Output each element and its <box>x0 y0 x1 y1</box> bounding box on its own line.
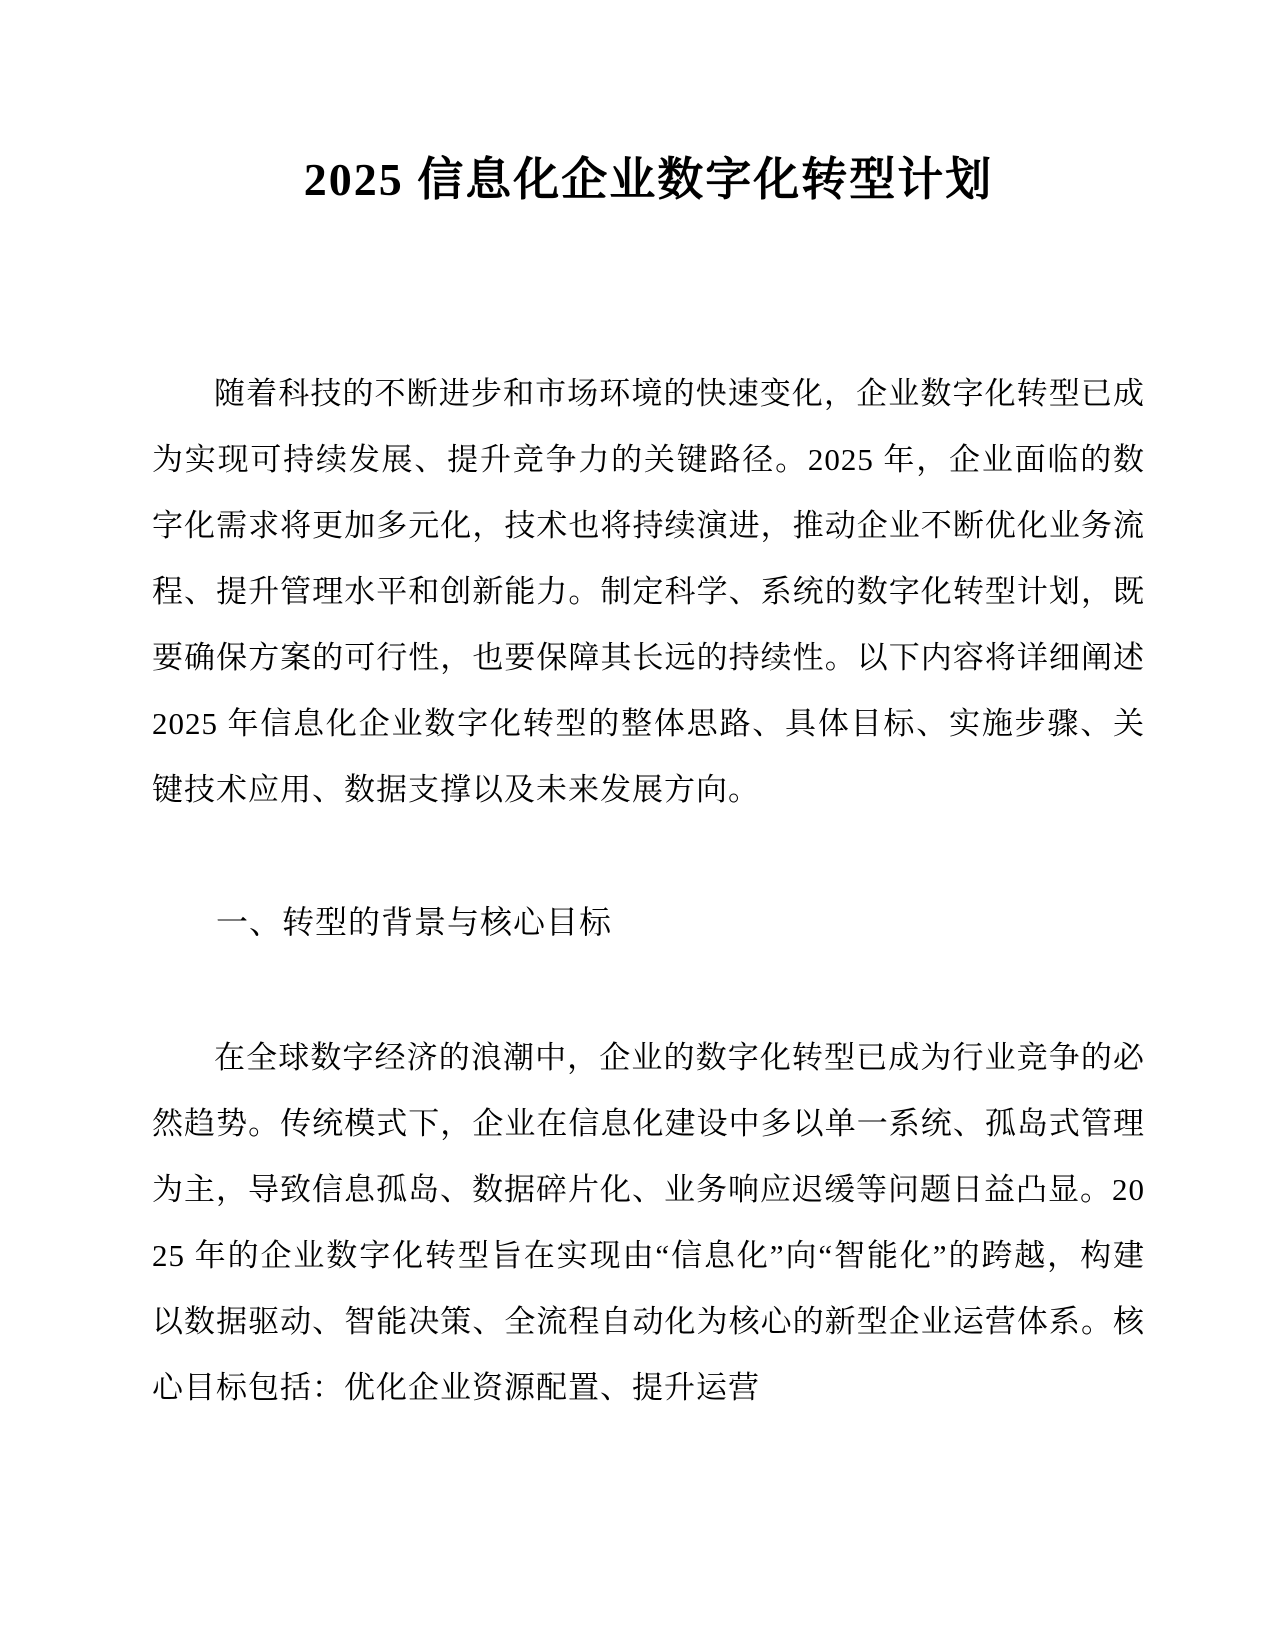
document-title: 2025 信息化企业数字化转型计划 <box>303 154 994 205</box>
intro-paragraph: 随着科技的不断进步和市场环境的快速变化，企业数字化转型已成为实现可持续发展、提升竞争力的关键路径。2025 年，企业面临的数字化需求将更加多元化，技术也将持续演进，推动企业不断优化业务流程、提升管理水平和创新能力。制定科学、系统的数字化转型计划，既要确保方案的可行性，也要保障其长远的持续性。以下内容将详细阐述 2025 年信息化企业数字化转型的整体思路、具体目标、实施步骤、关键技术应用、数据支撑以及未来发展方向。 <box>152 376 1145 807</box>
document-content <box>0 140 1275 1421</box>
section-paragraph: 在全球数字经济的浪潮中，企业的数字化转型已成为行业竞争的必然趋势。传统模式下，企业在信息化建设中多以单一系统、孤岛式管理为主，导致信息孤岛、数据碎片化、业务响应迟缓等问题日益凸显。2025 年的企业数字化转型旨在实现由“信息化”向“智能化”的跨越，构建以数据驱动、智能决策、全流程自动化为核心的新型企业运营体系。核心目标包括：优化企业资源配置、提升运营 <box>152 1040 1145 1405</box>
section-heading: 一、转型的背景与核心目标 <box>216 904 613 940</box>
